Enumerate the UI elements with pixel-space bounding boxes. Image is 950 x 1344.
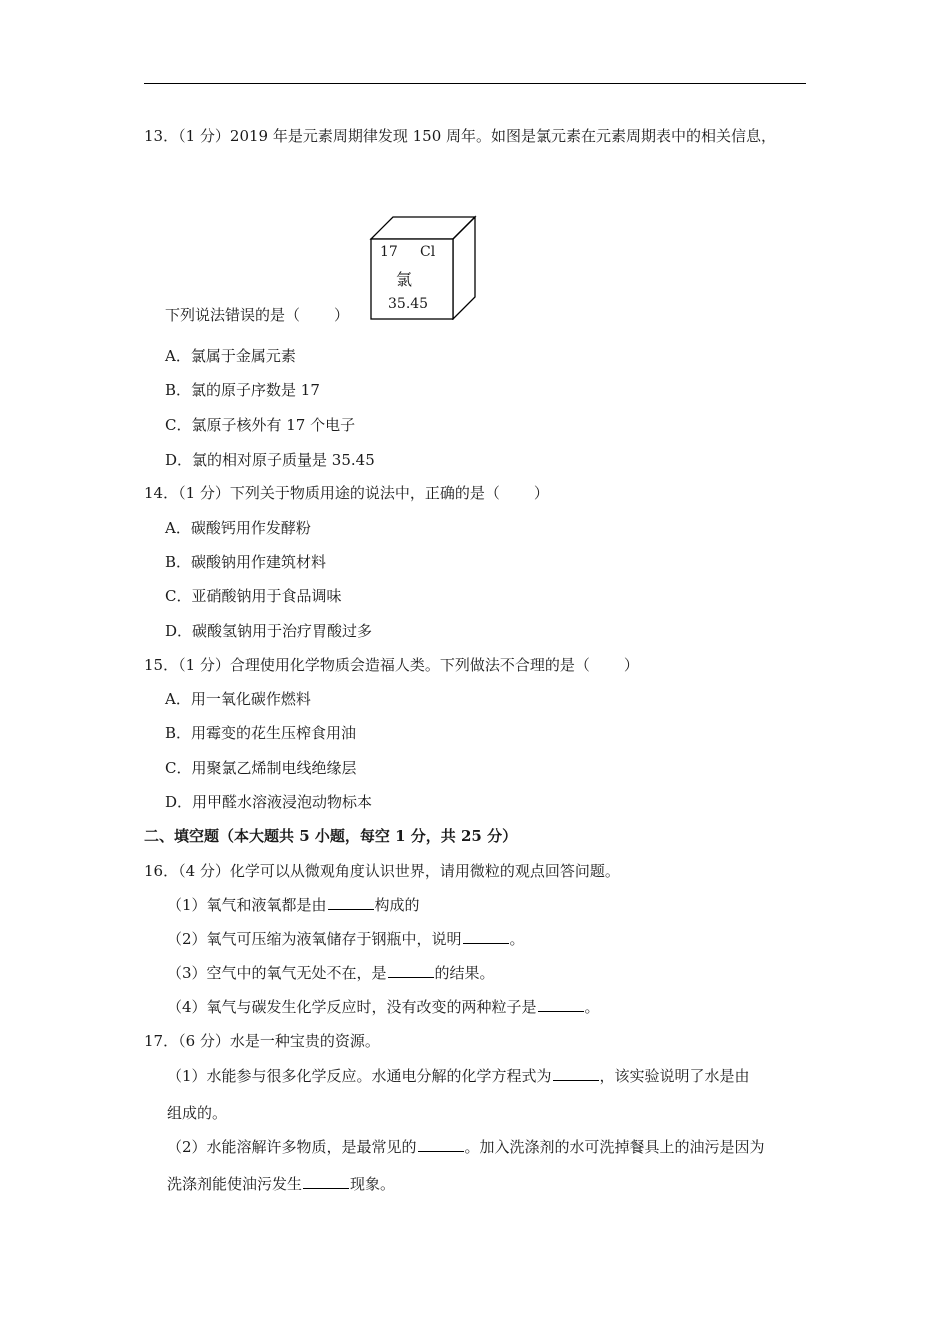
question-16-part-3: [167, 963, 495, 983]
question-13-option-b: B．氯的原子序数是 17: [165, 381, 320, 399]
question-16-part-3-tail: 的结果。: [434, 964, 495, 982]
answer-blank[interactable]: [463, 929, 509, 944]
question-14-option-c: C．亚硝酸钠用于食品调味: [165, 587, 342, 605]
question-15-option-d: D．用甲醛水溶液浸泡动物标本: [165, 793, 373, 811]
question-17-part-2-tail: 。加入洗涤剂的水可洗掉餐具上的油污是因为: [464, 1138, 765, 1156]
chlorine-element-card: [368, 214, 478, 320]
question-17-part-2: [167, 1137, 765, 1157]
question-16-part-3-text: （3）空气中的氧气无处不在，是: [167, 964, 387, 982]
question-14-option-a: A．碳酸钙用作发酵粉: [165, 519, 311, 537]
question-17-part-2-cont-text: 洗涤剂能使油污发生: [167, 1175, 303, 1193]
question-16-part-1-text: （1）氧气和液氧都是由: [167, 896, 327, 914]
section-2-heading: 二、填空题（本大题共 5 小题，每空 1 分，共 25 分）: [144, 827, 518, 845]
answer-blank[interactable]: [388, 963, 434, 978]
answer-blank[interactable]: [418, 1137, 464, 1152]
question-16-part-2: [167, 929, 525, 949]
question-13-option-d: D．氯的相对原子质量是 35.45: [165, 451, 375, 469]
question-13-prompt-text: 下列说法错误的是（: [165, 306, 301, 324]
question-16-part-2-text: （2）氧气可压缩为液氧储存于钢瓶中，说明: [167, 930, 462, 948]
question-13-option-c: C．氯原子核外有 17 个电子: [165, 416, 356, 434]
question-14-option-b: B．碳酸钠用作建筑材料: [165, 553, 327, 571]
question-16-part-2-tail: 。: [509, 930, 525, 948]
question-15-option-b: B．用霉变的花生压榨食用油: [165, 724, 357, 742]
question-17-part-2-cont-tail: 现象。: [350, 1175, 396, 1193]
question-16-part-4: [167, 997, 600, 1017]
question-15-stem: [144, 655, 639, 675]
question-15-option-c: C．用聚氯乙烯制电线绝缘层: [165, 759, 357, 777]
question-17-part-2-text: （2）水能溶解许多物质，是最常见的: [167, 1138, 417, 1156]
question-15-stem-close: ）: [623, 656, 639, 674]
question-15-option-a: A．用一氧化碳作燃料: [165, 690, 311, 708]
element-atomic-number: 17: [380, 244, 398, 260]
question-16-part-1-tail: 构成的: [374, 896, 420, 914]
question-17-part-1-continued: 组成的。: [167, 1104, 228, 1122]
question-15-stem-text: 15．（1 分）合理使用化学物质会造福人类。下列做法不合理的是（: [144, 656, 590, 674]
element-mass: 35.45: [388, 296, 429, 312]
question-17-stem: 17．（6 分）水是一种宝贵的资源。: [144, 1032, 380, 1050]
element-symbol: Cl: [420, 244, 436, 260]
question-16-stem: 16．（4 分）化学可以从微观角度认识世界，请用微粒的观点回答问题。: [144, 862, 620, 880]
question-17-part-1-text: （1）水能参与很多化学反应。水通电分解的化学方程式为: [167, 1067, 552, 1085]
question-14-stem-close: ）: [533, 484, 549, 502]
question-13-prompt: [165, 305, 349, 325]
question-14-option-d: D．碳酸氢钠用于治疗胃酸过多: [165, 622, 373, 640]
answer-blank[interactable]: [303, 1174, 349, 1189]
header-rule: [144, 83, 806, 84]
question-16-part-4-text: （4）氧气与碳发生化学反应时，没有改变的两种粒子是: [167, 998, 537, 1016]
question-14-stem-text: 14．（1 分）下列关于物质用途的说法中，正确的是（: [144, 484, 500, 502]
answer-blank[interactable]: [328, 895, 374, 910]
question-13-option-a: A．氯属于金属元素: [165, 347, 296, 365]
question-17-part-2-continued: [167, 1174, 395, 1194]
question-16-part-4-tail: 。: [584, 998, 600, 1016]
question-17-part-1-tail: ，该实验说明了水是由: [599, 1067, 750, 1085]
answer-blank[interactable]: [553, 1066, 599, 1081]
question-17-part-1: [167, 1066, 750, 1086]
question-14-stem: [144, 483, 549, 503]
question-13-stem: 13．（1 分）2019 年是元素周期律发现 150 周年。如图是氯元素在元素周期表中的相关信息，: [144, 127, 777, 145]
question-13-prompt-close: ）: [334, 306, 350, 324]
question-16-part-1: [167, 895, 420, 915]
element-name: 氯: [396, 270, 413, 289]
answer-blank[interactable]: [538, 997, 584, 1012]
